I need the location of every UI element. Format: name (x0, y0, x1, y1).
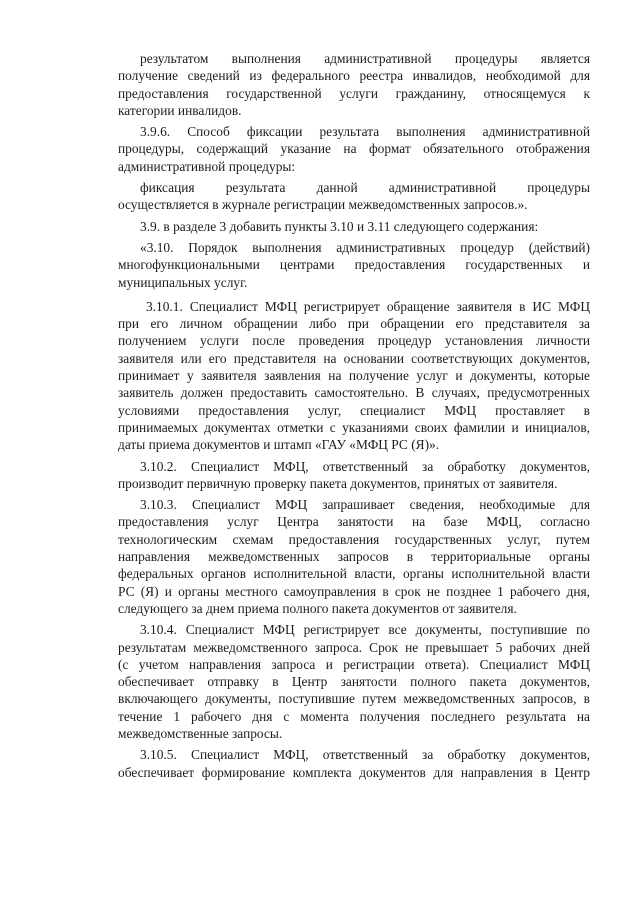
paragraph-p2 (118, 123, 590, 175)
text-line: административной процедуры: (118, 158, 296, 174)
text-line: процедуры, содержащий указание на формат обязательного отображения (118, 141, 590, 157)
text-line: муниципальных услуг. (118, 274, 248, 290)
paragraph-p1 (118, 50, 590, 119)
text-line: направления межведомственных запросов в территориальные органы (118, 549, 590, 565)
text-line: РС (Я) и органы местного самоуправления в срок не позднее 1 рабочего дня, (118, 583, 590, 599)
text-line: фиксация результата данной административной процедуры (140, 180, 590, 196)
text-line: предоставления государственной услуги гражданину, относящемуся к (118, 85, 590, 101)
text-line: 3.10.1. Специалист МФЦ регистрирует обращение заявителя в ИС МФЦ (146, 298, 590, 314)
text-line: условиями предоставления услуг, специалист МФЦ проставляет в (118, 402, 590, 418)
text-line: 3.9.6. Способ фиксации результата выполнения административной (140, 124, 590, 140)
text-line: 3.10.4. Специалист МФЦ регистрирует все документы, поступившие по (140, 622, 590, 638)
text-line: многофункциональными центрами предоставления государственных и (118, 257, 590, 273)
text-line: (с учетом направления запроса и регистрации ответа). Специалист МФЦ (118, 656, 590, 672)
text-line: обеспечивает формирование комплекта документов для направления в Центр (118, 764, 590, 780)
text-line: 3.10.3. Специалист МФЦ запрашивает сведения, необходимые для (140, 497, 590, 513)
text-line: заявителя или его представителя на основании соответствующих документов, (118, 350, 590, 366)
text-line: категории инвалидов. (118, 102, 242, 118)
text-line: принимает у заявителя заявления на получение услуг и документы, которые (118, 368, 590, 384)
text-line: принимаемых документах отметки с указаниями своих фамилии и инициалов, (118, 419, 590, 435)
text-line: получением услуги после проведения процедур установления личности (118, 333, 590, 349)
paragraph-p7 (118, 458, 590, 493)
text-line: течение 1 рабочего дня с момента получения последнего результата на (118, 708, 590, 724)
text-line: даты приема документов и штамп «ГАУ «МФЦ РС (Я)». (118, 437, 440, 453)
text-line: результатом выполнения административной процедуры является (140, 51, 590, 66)
paragraph-p4 (118, 218, 590, 235)
paragraph-p8 (118, 496, 590, 617)
paragraph-p6 (118, 298, 590, 454)
text-line: межведомственные запросы. (118, 725, 283, 741)
text-line: производит первичную проверку пакета документов, принятых от заявителя. (118, 475, 558, 491)
text-line: получение сведений из федерального реестра инвалидов, необходимой для (118, 68, 590, 84)
paragraph-p5 (118, 239, 590, 291)
text-line: осуществляется в журнале регистрации межведомственных запросов.». (118, 197, 528, 213)
paragraph-p10 (118, 746, 590, 781)
text-line: 3.10.5. Специалист МФЦ, ответственный за обработку документов, (140, 747, 590, 763)
text-line: следующего за днем приема полного пакета документов от заявителя. (118, 600, 517, 616)
text-line: 3.9. в разделе 3 добавить пункты 3.10 и 3.11 следующего содержания: (140, 218, 539, 234)
document-body (118, 50, 590, 781)
text-line: предоставления услуг Центра занятости на базе МФЦ, согласно (118, 514, 590, 530)
text-line: при его личном обращении либо при обращении его представителя за (118, 316, 590, 332)
text-line: 3.10.2. Специалист МФЦ, ответственный за обработку документов, (140, 458, 590, 474)
paragraph-p9 (118, 621, 590, 742)
text-line: результатам межведомственного запроса. Срок не превышает 5 рабочих дней (118, 639, 590, 655)
text-line: включающего документы, поступившие путем межведомственных запросов, в (118, 691, 590, 707)
text-line: «3.10. Порядок выполнения административных процедур (действий) (140, 239, 590, 255)
text-line: технологическим схемам предоставления государственных услуг, путем (118, 531, 590, 547)
text-line: федеральных органов исполнительной власти, органы исполнительной власти (118, 566, 590, 582)
text-line: заявитель должен предоставить самостоятельно. В случаях, предусмотренных (118, 385, 590, 401)
paragraph-p3 (118, 179, 590, 214)
text-line: обеспечивает отправку в Центр занятости полного пакета документов, (118, 674, 590, 690)
